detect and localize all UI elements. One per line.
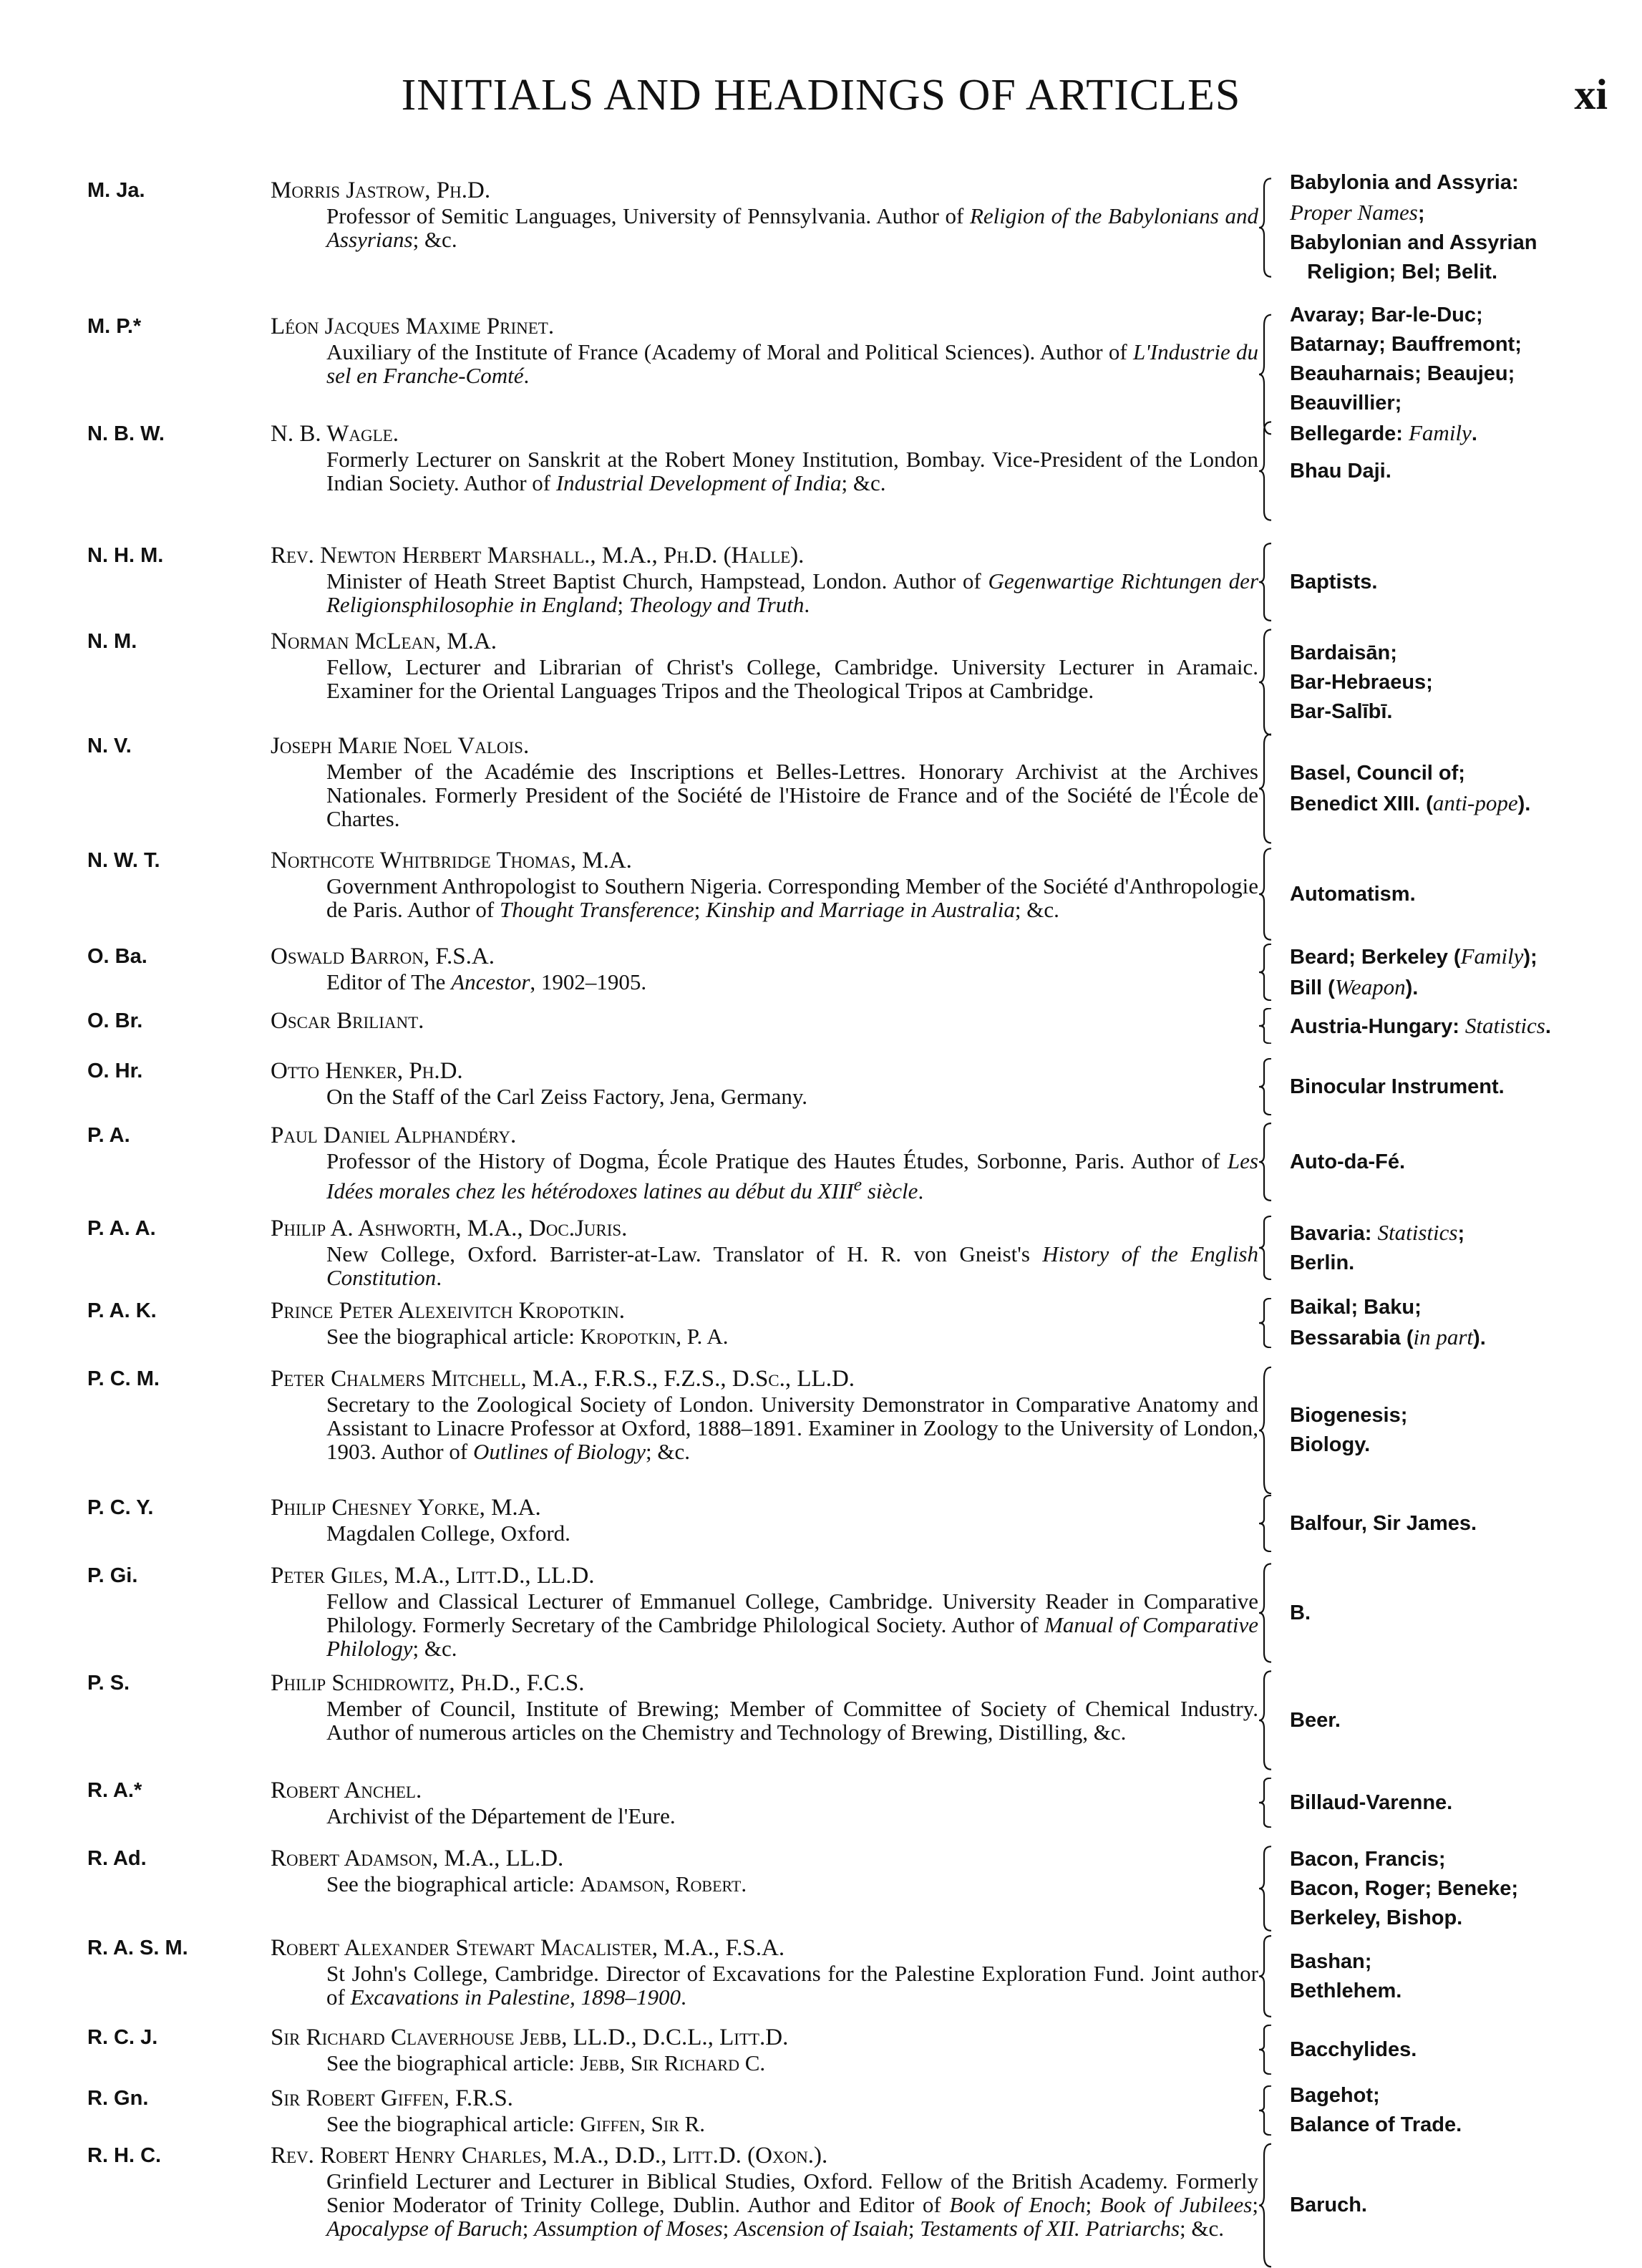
entry-initials: M. P.* xyxy=(87,315,142,338)
contributor-name: Northcote Whitbridge Thomas, M.A. xyxy=(271,848,632,873)
brace-icon xyxy=(1258,1563,1274,1663)
article-headings: Avaray; Bar-le-Duc; Batarnay; Bauffremont; Beauharnais; Beaujeu; Beauvillier; Bellegarde: Family. xyxy=(1290,303,1522,445)
entry-initials: R. A.* xyxy=(87,1779,142,1802)
contributor-description: Government Anthropologist to Southern Nigeria. Corresponding Member of the Société d'Anthropologie de Paris. Author of Thought Transference; Kinship and Marriage in Australia; &c. xyxy=(326,873,1258,922)
contributor-description: See the biographical article: Jebb, Sir Richard C. xyxy=(326,2050,766,2075)
contributor-description: Editor of The Ancestor, 1902–1905. xyxy=(326,969,647,994)
contributor-name: Rev. Newton Herbert Marshall., M.A., Ph.D. (Halle). xyxy=(271,543,805,568)
contributor-name: Peter Chalmers Mitchell, M.A., F.R.S., F.Z.S., D.Sc., LL.D. xyxy=(271,1366,855,1392)
list-item xyxy=(0,1935,1642,2017)
entry-initials: M. Ja. xyxy=(87,179,145,202)
entry-initials: P. C. Y. xyxy=(87,1496,154,1519)
contributor-name: Robert Adamson, M.A., LL.D. xyxy=(271,1846,564,1871)
entry-contributor xyxy=(271,1298,1258,1348)
brace-icon xyxy=(1258,2085,1274,2136)
brace-icon xyxy=(1258,629,1274,736)
contributor-name: N. B. Wagle. xyxy=(271,421,399,447)
contributor-description: Auxiliary of the Institute of France (Academy of Moral and Political Sciences). Author of L'Industrie du sel en Franche-Comté. xyxy=(326,339,1258,388)
brace-icon xyxy=(1258,2025,1274,2075)
entry-contributor xyxy=(271,629,1258,702)
contributor-description: On the Staff of the Carl Zeiss Factory, Jena, Germany. xyxy=(326,1084,808,1109)
entry-contributor xyxy=(271,1058,1258,1108)
entry-contributor xyxy=(271,944,1258,994)
entry-contributor xyxy=(271,421,1258,495)
article-headings: Bardaisān; Bar-Hebraeus; Bar-Salībī. xyxy=(1290,641,1433,723)
article-headings: Bacon, Francis; Bacon, Roger; Beneke; Berkeley, Bishop. xyxy=(1290,1847,1519,1929)
article-headings: Baptists. xyxy=(1290,570,1378,593)
entry-initials: R. Gn. xyxy=(87,2087,149,2110)
entry-initials: N. V. xyxy=(87,735,132,757)
entry-initials: R. A. S. M. xyxy=(87,1937,188,1959)
contributor-name: Oscar Briliant. xyxy=(271,1008,424,1034)
brace-icon xyxy=(1258,1008,1274,1044)
contributor-name: Léon Jacques Maxime Prinet. xyxy=(271,314,555,339)
article-headings: Bashan; Bethlehem. xyxy=(1290,1949,1402,2002)
entry-contributor xyxy=(271,1216,1258,1289)
list-item xyxy=(0,629,1642,736)
article-headings: Bhau Daji. xyxy=(1290,459,1391,483)
entry-contributor xyxy=(271,848,1258,921)
list-item xyxy=(0,543,1642,621)
entry-contributor xyxy=(271,543,1258,616)
entry-initials: P. A. xyxy=(87,1124,130,1147)
contributor-name: Prince Peter Alexeivitch Kropotkin. xyxy=(271,1298,626,1324)
list-item xyxy=(0,1670,1642,1770)
brace-icon xyxy=(1258,1846,1274,1932)
article-headings: Balfour, Sir James. xyxy=(1290,1511,1477,1535)
entry-contributor xyxy=(271,1778,1258,1828)
entry-contributor xyxy=(271,1123,1258,1203)
article-headings: Baruch. xyxy=(1290,2194,1367,2216)
entry-contributor xyxy=(271,1008,1258,1034)
article-headings: Basel, Council of; Benedict XIII. (anti-pope). xyxy=(1290,761,1531,815)
contributor-description: Formerly Lecturer on Sanskrit at the Robert Money Institution, Bombay. Vice-President of the London Indian Society. Author of Industrial Development of India; &c. xyxy=(326,447,1258,495)
list-item xyxy=(0,1216,1642,1290)
brace-icon xyxy=(1258,2143,1274,2268)
article-headings: Automatism. xyxy=(1290,882,1416,906)
list-item xyxy=(0,2025,1642,2075)
entry-initials: N. B. W. xyxy=(87,422,165,445)
contributor-description: New College, Oxford. Barrister-at-Law. Translator of H. R. von Gneist's History of the English Constitution. xyxy=(326,1241,1258,1290)
article-headings: Biogenesis; Biology. xyxy=(1290,1404,1408,1456)
contributor-description: Professor of the History of Dogma, École Pratique des Hautes Études, Sorbonne, Paris. Author of Les Idées morales chez les hétérodoxes latines au début du XIIIe siècle. xyxy=(326,1148,1258,1204)
contributor-name: Norman McLean, M.A. xyxy=(271,629,497,654)
list-item xyxy=(0,1846,1642,1932)
contributor-description: See the biographical article: Giffen, Sir R. xyxy=(326,2111,706,2136)
list-item xyxy=(0,1123,1642,1204)
entry-contributor xyxy=(271,1563,1258,1660)
contributor-name: Philip Schidrowitz, Ph.D., F.C.S. xyxy=(271,1670,585,1696)
article-headings: Austria-Hungary: Statistics. xyxy=(1290,1012,1551,1038)
entry-initials: P. A. A. xyxy=(87,1217,156,1240)
entry-initials: O. Br. xyxy=(87,1009,143,1032)
brace-icon xyxy=(1258,314,1274,435)
brace-icon xyxy=(1258,733,1274,844)
contributor-name: Otto Henker, Ph.D. xyxy=(271,1058,463,1084)
list-item xyxy=(0,2143,1642,2268)
contributor-name: Sir Robert Giffen, F.R.S. xyxy=(271,2085,513,2111)
article-headings: Bavaria: Statistics; Berlin. xyxy=(1290,1220,1465,1274)
page-number: xi xyxy=(1574,71,1608,118)
contributor-name: Philip A. Ashworth, M.A., Doc.Juris. xyxy=(271,1216,628,1241)
contributor-name: Oswald Barron, F.S.A. xyxy=(271,944,495,969)
entry-contributor xyxy=(271,1495,1258,1545)
brace-icon xyxy=(1258,1123,1274,1201)
entry-initials: P. A. K. xyxy=(87,1299,157,1322)
contributor-name: Robert Anchel. xyxy=(271,1778,422,1803)
entry-initials: R. H. C. xyxy=(87,2144,162,2167)
contributor-name: Joseph Marie Noel Valois. xyxy=(271,733,530,759)
brace-icon xyxy=(1258,178,1274,278)
brace-icon xyxy=(1258,1216,1274,1280)
entry-contributor xyxy=(271,1670,1258,1744)
article-headings: Bagehot; Balance of Trade. xyxy=(1290,2084,1462,2136)
entry-contributor xyxy=(271,2025,1258,2075)
brace-icon xyxy=(1258,1495,1274,1552)
entry-contributor xyxy=(271,2143,1258,2240)
entry-initials: N. W. T. xyxy=(87,849,160,872)
list-item xyxy=(0,421,1642,521)
contributor-name: Peter Giles, M.A., Litt.D., LL.D. xyxy=(271,1563,595,1589)
entry-contributor xyxy=(271,733,1258,830)
contributor-description: See the biographical article: Adamson, Robert. xyxy=(326,1871,747,1896)
entry-contributor xyxy=(271,314,1258,387)
list-item xyxy=(0,1778,1642,1828)
entry-initials: P. Gi. xyxy=(87,1564,138,1587)
contributor-name: Sir Richard Claverhouse Jebb, LL.D., D.C.L., Litt.D. xyxy=(271,2025,789,2050)
brace-icon xyxy=(1258,543,1274,621)
entry-initials: O. Hr. xyxy=(87,1060,143,1082)
list-item xyxy=(0,848,1642,941)
brace-icon xyxy=(1258,848,1274,941)
list-item xyxy=(0,2085,1642,2136)
brace-icon xyxy=(1258,944,1274,1001)
brace-icon xyxy=(1258,1778,1274,1828)
entry-initials: P. S. xyxy=(87,1672,130,1695)
contributor-description: Minister of Heath Street Baptist Church, Hampstead, London. Author of Gegenwartige Richtungen der Religionsphilosophie in England; Theology and Truth. xyxy=(326,568,1259,617)
entry-initials: R. C. J. xyxy=(87,2026,158,2049)
article-headings: Auto-da-Fé. xyxy=(1290,1150,1406,1173)
contributor-description: St John's College, Cambridge. Director of Excavations for the Palestine Exploration Fund. Joint author of Excavations in Palestine, 1898–1900. xyxy=(326,1961,1258,2010)
contributor-description: See the biographical article: Kropotkin, P. A. xyxy=(326,1324,729,1349)
article-headings: Babylonia and Assyria: Proper Names; Babylonian and Assyrian Religion; Bel; Belit. xyxy=(1290,171,1537,284)
list-item xyxy=(0,303,1642,445)
entry-initials: R. Ad. xyxy=(87,1847,147,1870)
entry-contributor xyxy=(271,178,1258,251)
contributor-name: Morris Jastrow, Ph.D. xyxy=(271,178,491,203)
entry-contributor xyxy=(271,1846,1258,1896)
brace-icon xyxy=(1258,1935,1274,2017)
entry-initials: N. H. M. xyxy=(87,544,164,567)
article-headings: Bacchylides. xyxy=(1290,2037,1417,2061)
contributor-description: Secretary to the Zoological Society of London. University Demonstrator in Comparative Anatomy and Assistant to Linacre Professor at Oxford, 1888–1891. Examiner in Zoology to the University of London, 1903. Author of Outlines of Biology; &c. xyxy=(326,1392,1258,1464)
entry-contributor xyxy=(271,1366,1258,1463)
contributor-name: Philip Chesney Yorke, M.A. xyxy=(271,1495,541,1521)
article-headings: Beard; Berkeley (Family); Bill (Weapon). xyxy=(1290,944,1537,999)
list-item xyxy=(0,944,1642,1001)
contributor-description: Fellow and Classical Lecturer of Emmanuel College, Cambridge. University Reader in Comparative Philology. Formerly Secretary of the Cambridge Philological Society. Author of Manual of Comparative Philology; &c. xyxy=(326,1589,1259,1661)
entry-initials: P. C. M. xyxy=(87,1367,160,1390)
list-item xyxy=(0,1495,1642,1552)
contributor-name: Paul Daniel Alphandéry. xyxy=(271,1123,517,1148)
entry-contributor xyxy=(271,1935,1258,2009)
list-item xyxy=(0,171,1642,284)
entry-initials: N. M. xyxy=(87,630,137,653)
page-title: INITIALS AND HEADINGS OF ARTICLES xyxy=(401,71,1241,120)
contributor-description: Professor of Semitic Languages, University of Pennsylvania. Author of Religion of the Babylonians and Assyrians; &c. xyxy=(326,203,1258,252)
list-item xyxy=(0,1008,1642,1044)
contributor-description: Magdalen College, Oxford. xyxy=(326,1521,570,1546)
entry-contributor xyxy=(271,2085,1258,2136)
contributor-name: Robert Alexander Stewart Macalister, M.A., F.S.A. xyxy=(271,1935,785,1961)
entry-initials: O. Ba. xyxy=(87,945,147,968)
article-headings: Baikal; Baku; Bessarabia (in part). xyxy=(1290,1296,1486,1349)
contributor-description: Fellow, Lecturer and Librarian of Christ's College, Cambridge. University Lecturer in Aramaic. Examiner for the Oriental Languages Tripos and the Theological Tripos at Cambridge. xyxy=(326,654,1258,703)
article-headings: Billaud-Varenne. xyxy=(1290,1790,1453,1814)
contributor-description: Archivist of the Département de l'Eure. xyxy=(326,1803,676,1828)
article-headings: B. xyxy=(1290,1601,1311,1624)
contributor-name: Rev. Robert Henry Charles, M.A., D.D., Litt.D. (Oxon.). xyxy=(271,2143,828,2168)
contributor-description: Member of Council, Institute of Brewing; Member of Committee of Society of Chemical Industry. Author of numerous articles on the Chemistry and Technology of Brewing, Distilling, &c. xyxy=(326,1696,1258,1745)
article-headings: Beer. xyxy=(1290,1708,1341,1732)
brace-icon xyxy=(1258,1298,1274,1348)
list-item xyxy=(0,1366,1642,1495)
brace-icon xyxy=(1258,421,1274,521)
brace-icon xyxy=(1258,1670,1274,1770)
list-item xyxy=(0,1058,1642,1115)
list-item xyxy=(0,1298,1642,1348)
brace-icon xyxy=(1258,1058,1274,1115)
list-item xyxy=(0,1563,1642,1663)
article-headings: Binocular Instrument. xyxy=(1290,1075,1505,1098)
list-item xyxy=(0,733,1642,844)
brace-icon xyxy=(1258,1366,1274,1495)
contributor-description: Member of the Académie des Inscriptions et Belles-Lettres. Honorary Archivist at the Archives Nationales. Formerly President of the Société de l'Histoire de France and of the Société de l'École de Chartes. xyxy=(326,759,1258,831)
contributor-description: Grinfield Lecturer and Lecturer in Biblical Studies, Oxford. Fellow of the British Academy. Formerly Senior Moderator of Trinity College, Dublin. Author and Editor of Book of Enoch; Book of Jubilees; Apocalypse of Baruch; Assumption of Moses; Ascension of Isaiah; Testaments of XII. Patriarchs; &c. xyxy=(326,2168,1258,2241)
